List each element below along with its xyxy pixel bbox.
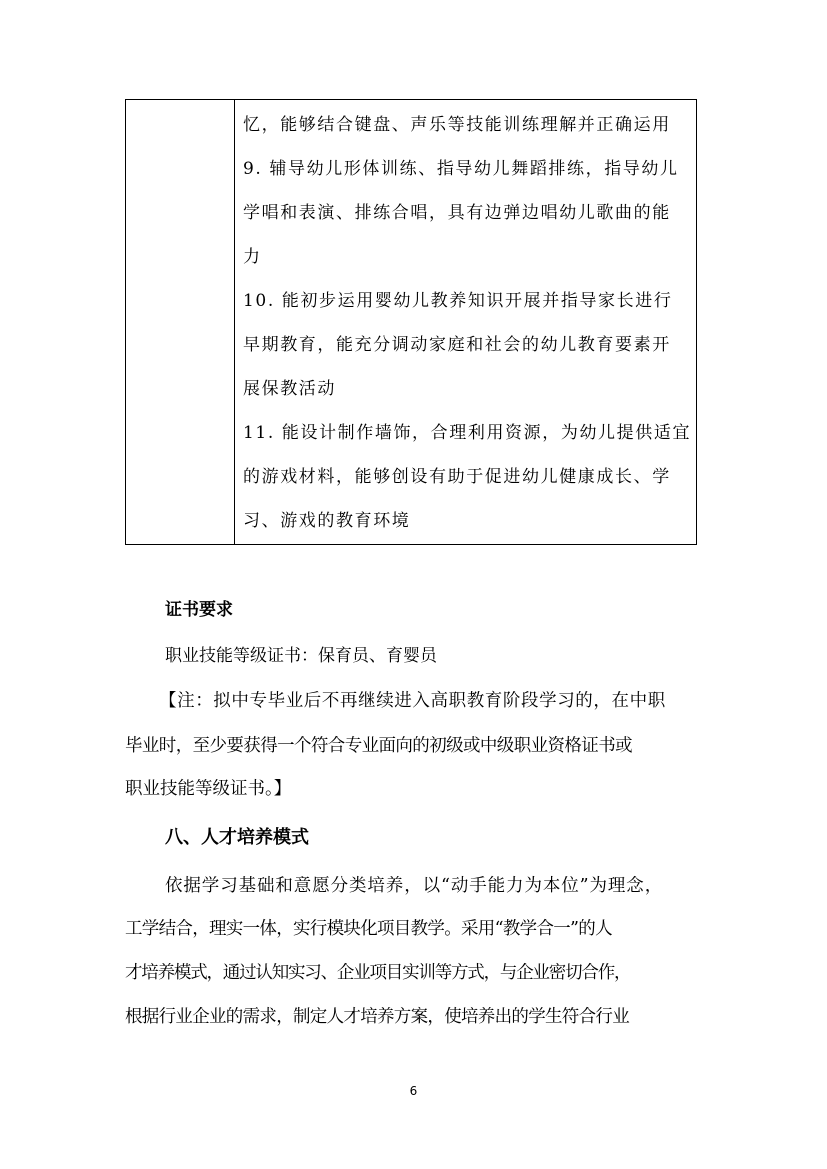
paragraph-line: 根据行业企业的需求，制定人才培养方案，使培养出的学生符合行业 bbox=[125, 1007, 629, 1027]
paragraph-line: 依据学习基础和意愿分类培养，以“动手能力为本位”为理念， bbox=[165, 876, 664, 896]
certificate-note-line: 【注：拟中专毕业后不再继续进入高职教育阶段学习的，在中职 bbox=[159, 691, 666, 711]
table-line: 学唱和表演、排练合唱，具有边弹边唱幼儿歌曲的能 bbox=[243, 203, 671, 223]
page-number: 6 bbox=[409, 1084, 418, 1098]
table-line: 9. 辅导幼儿形体训练、指导幼儿舞蹈排练，指导幼儿 bbox=[243, 159, 679, 179]
paragraph-line: 才培养模式，通过认知实习、企业项目实训等方式，与企业密切合作， bbox=[125, 963, 631, 983]
certificate-note-line: 毕业时，至少要获得一个符合专业面向的初级或中级职业资格证书或 bbox=[125, 736, 632, 756]
certificate-heading: 证书要求 bbox=[165, 600, 233, 620]
table-line: 忆，能够结合键盘、声乐等技能训练理解并正确运用 bbox=[243, 115, 671, 135]
table-line: 的游戏材料，能够创设有助于促进幼儿健康成长、学 bbox=[243, 467, 671, 487]
section-heading: 八、人才培养模式 bbox=[165, 827, 309, 848]
table-line: 10. 能初步运用婴幼儿教养知识开展并指导家长进行 bbox=[243, 291, 673, 311]
certificate-text: 职业技能等级证书：保育员、育婴员 bbox=[165, 646, 437, 666]
table-line: 11. 能设计制作墙饰，合理利用资源，为幼儿提供适宜 bbox=[243, 423, 692, 443]
table-line: 早期教育，能充分调动家庭和社会的幼儿教育要素开 bbox=[243, 335, 671, 355]
table-line: 习、游戏的教育环境 bbox=[243, 511, 411, 531]
table-left-cell bbox=[126, 100, 235, 544]
table-line: 力 bbox=[243, 247, 262, 267]
certificate-note-line: 职业技能等级证书。】 bbox=[125, 779, 292, 799]
skills-table bbox=[125, 99, 697, 545]
table-line: 展保教活动 bbox=[243, 379, 336, 399]
table-right-cell bbox=[235, 100, 696, 544]
paragraph-line: 工学结合，理实一体，实行模块化项目教学。采用“教学合一”的人 bbox=[125, 919, 612, 939]
